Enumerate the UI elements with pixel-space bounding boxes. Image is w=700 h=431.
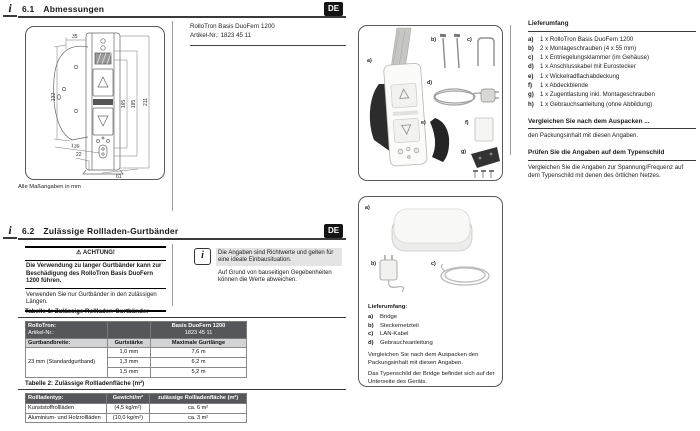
item-key: d): [528, 63, 534, 71]
language-badge: DE: [324, 2, 343, 16]
section-6-1-title: [22, 4, 104, 14]
typenschild-heading: Prüfen Sie die Angaben auf dem Typenschild: [528, 149, 696, 161]
belt-table: [25, 321, 247, 378]
item-key: b): [368, 322, 374, 329]
bridge-delivery-text: [368, 303, 496, 386]
section-rule: [18, 16, 346, 18]
t1-cell: 7,6 m: [151, 348, 247, 358]
info-icon: i: [3, 224, 17, 239]
bridge-lieferumfang-heading: Lieferumfang:: [368, 304, 408, 310]
language-badge: DE: [324, 224, 343, 238]
table-row: [26, 403, 247, 413]
t2-cell: ca. 3 m²: [150, 413, 247, 423]
item-label-c: c): [467, 37, 472, 43]
dimension-drawing-panel: [25, 26, 165, 180]
section-number: 6.1: [22, 4, 35, 14]
section-6-2-title: [22, 226, 178, 236]
t2-col2: Gewicht/m²: [106, 394, 149, 404]
item-label-b: b): [371, 261, 377, 267]
table1-title: Tabelle 1: Zulässige Rollladen-Gurtbänder: [25, 308, 149, 315]
item-label-e: e): [421, 120, 426, 126]
dim-22: 22: [76, 152, 82, 158]
t1-cell: 1,3 mm: [107, 358, 150, 368]
drawing-caption: Alle Maßangaben in mm: [18, 184, 81, 190]
item-key: d): [368, 340, 374, 347]
article-number: Artikel-Nr.: 1823 45 11: [190, 31, 252, 39]
auspacken-text: den Packungsinhalt mit diesen Angaben.: [528, 132, 639, 140]
item-label-c: c): [431, 261, 436, 267]
item-key: c): [368, 331, 374, 338]
item-text: 1 x Anschlusskabel mit Eurostecker: [540, 63, 636, 71]
item-key: c): [528, 54, 534, 62]
t1-head-right1: Basis DuoFern 1200: [171, 323, 226, 329]
t1-head-left1: RolloTron:: [28, 323, 56, 329]
item-key: a): [528, 35, 534, 43]
section-label: Abmessungen: [43, 4, 105, 14]
dim-61: 61: [116, 174, 122, 179]
dimension-drawing: [26, 27, 164, 179]
item-label-f: f): [465, 120, 469, 126]
note-body: [216, 248, 342, 285]
product-name-block: [190, 23, 346, 46]
item-text: 1 x Wickelradflachabdeckung: [540, 72, 620, 80]
dim-139: 139: [70, 143, 80, 151]
item-text: 1 x Abdeckblende: [540, 81, 589, 89]
dim-35: 35: [72, 34, 78, 40]
warning-text: Verwenden Sie nur Gurtbänder in den zulässigen Längen.: [25, 289, 166, 312]
area-table: [25, 393, 247, 423]
item-text: 1 x Entriegelungsklammer (im Gehäuse): [540, 54, 650, 62]
t1-cell: 5,2 m: [151, 367, 247, 377]
t2-col3: zulässige Rollladenfläche (m²): [150, 394, 247, 404]
note-highlight: Die Angaben sind Richtwerte und gelten für eine ideale Einbausituation.: [216, 248, 342, 266]
item-key: f): [528, 81, 533, 89]
t2-cell: (4,5 kg/m²): [106, 403, 149, 413]
item-key: e): [528, 72, 534, 80]
typenschild-text: Vergleichen Sie die Angaben zur Spannung/Frequenz auf dem Typenschild mit denen des örtlichen Netzes.: [528, 163, 684, 179]
info-icon: i: [3, 2, 17, 17]
section-rule: [18, 238, 346, 240]
item-key: a): [368, 313, 374, 320]
bridge-illustration: [359, 197, 502, 297]
table2-title: Tabelle 2: Zulässige Rollladenfläche (m²): [25, 380, 145, 387]
bridge-paragraph-1: Vergleichen Sie nach dem Auspacken den Packungsinhalt mit diesen Angaben.: [368, 351, 479, 366]
item-text: Steckernetzteil: [380, 322, 419, 329]
item-text: 1 x Zugentlastung inkl. Montageschrauben: [540, 91, 655, 99]
table2-rule: [18, 389, 346, 390]
item-text: Gebrauchsanleitung: [380, 340, 433, 347]
product-name: RolloTron Basis DuoFern 1200: [190, 23, 275, 30]
item-text: 1 x Gebrauchsanleitung (ohne Abbildung): [540, 100, 653, 108]
t2-cell: Kunststoffrollläden: [26, 403, 107, 413]
auspacken-heading: Vergleichen Sie nach dem Auspacken ...: [528, 118, 696, 130]
t1-cell: 6,2 m: [151, 358, 247, 368]
t2-cell: ca. 6 m²: [150, 403, 247, 413]
column-divider: [172, 244, 173, 306]
table-row: [26, 338, 247, 348]
t1-cell: 1,0 mm: [107, 348, 150, 358]
t1-row-label: 23 mm (Standardgurtband): [26, 348, 108, 377]
t1-col1: Gurtbandbreite:: [26, 338, 108, 348]
t2-col1: Rollladentyp:: [26, 394, 107, 404]
dim-165: 165: [121, 99, 127, 109]
table-row: [26, 394, 247, 404]
item-text: 2 x Montageschrauben (4 x 55 mm): [540, 44, 637, 52]
table-row: [26, 413, 247, 423]
column-divider: [510, 25, 511, 155]
dim-132: 132: [51, 92, 57, 102]
t1-col2: Gurtstärke: [107, 338, 150, 348]
warning-bold-text: Die Verwendung zu langer Gurtbänder kann zur Beschädigung des RolloTron Basis DuoFern 1200 führen.: [25, 261, 166, 290]
note-info-icon: i: [194, 248, 211, 265]
delivery-items-illustration: [359, 26, 502, 180]
scope-of-delivery-panel: [358, 25, 503, 181]
warning-title: ACHTUNG!: [82, 250, 115, 256]
t1-head-left2: Artikel-Nr.:: [28, 329, 55, 336]
t2-cell: Aluminium- und Holzrollläden: [26, 413, 107, 423]
item-label-a: a): [367, 58, 372, 64]
item-label-d: d): [427, 80, 433, 86]
table-row: [26, 322, 247, 339]
item-text: 1 x RolloTron Basis DuoFern 1200: [540, 35, 634, 43]
dim-211: 211: [143, 98, 149, 106]
t1-cell: 1,5 mm: [107, 367, 150, 377]
section-number: 6.2: [22, 226, 35, 236]
section-label: Zulässige Rollladen-Gurtbänder: [43, 226, 179, 236]
item-text: Bridge: [380, 313, 398, 320]
table1-rule: [18, 317, 346, 318]
bridge-delivery-panel: [358, 196, 503, 387]
item-key: h): [528, 100, 534, 108]
note-text: Auf Grund von bauseitigen Gegebenheiten können die Werte abweichen.: [218, 269, 332, 284]
t1-head-right2: 1823 45 11: [184, 329, 213, 336]
item-label-a: a): [365, 205, 370, 211]
t1-col3: Maximale Gurtlänge: [151, 338, 247, 348]
lieferumfang-heading: Lieferumfang: [528, 20, 696, 32]
item-label-g: g): [461, 149, 467, 155]
table-row: [26, 348, 247, 358]
dim-185: 185: [131, 99, 137, 109]
item-key: g): [528, 91, 534, 99]
column-divider: [172, 21, 173, 211]
item-label-b: b): [431, 37, 437, 43]
bridge-paragraph-2: Das Typenschild der Bridge befindet sich auf der Unterseite des Geräts.: [368, 371, 495, 385]
t2-cell: (10,0 kg/m²): [106, 413, 149, 423]
item-text: LAN-Kabel: [380, 331, 409, 338]
warning-box: [25, 246, 166, 312]
item-key: b): [528, 44, 534, 52]
warning-header: [25, 246, 166, 261]
note-box: [194, 248, 342, 285]
delivery-list-column: [528, 20, 696, 180]
warning-icon: ⚠: [76, 250, 82, 256]
